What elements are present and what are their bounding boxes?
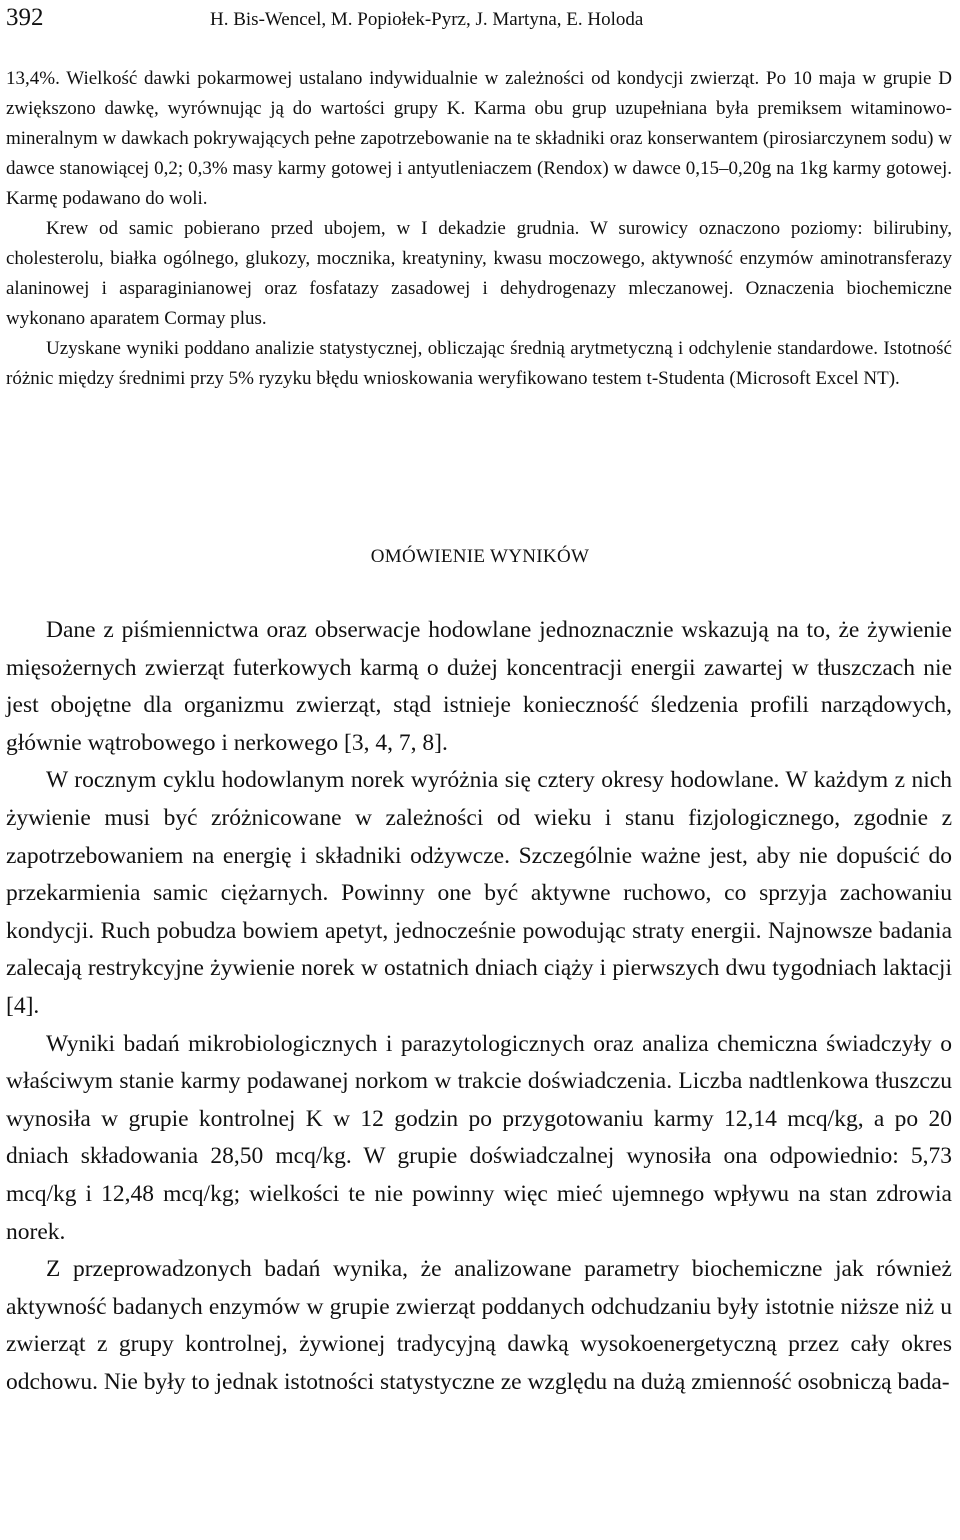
- page-number: 392: [6, 4, 44, 31]
- methods-section: [6, 64, 952, 394]
- section-title: OMÓWIENIE WYNIKÓW: [370, 546, 590, 567]
- methods-paragraph: 13,4%. Wielkość dawki pokarmowej ustalano indywidualnie w zależności od kondycji zwierząt. Po 10 maja w grupie D zwiększono dawkę, wyrównując ją do wartości grupy K. Karma obu grup uzupełniana była premiksem witaminowo-mineralnym w dawkach pokrywających pełne zapotrzebowanie na te składniki oraz konserwantem (pirosiarczynem sodu) w dawce stanowiącej 0,2; 0,3% masy karmy gotowej i antyutleniaczem (Rendox) w dawce 0,15–0,20g na 1kg karmy gotowej. Karmę podawano do woli.: [6, 68, 952, 209]
- discussion-paragraph: Dane z piśmiennictwa oraz obserwacje hodowlane jednoznacznie wskazują na to, że żywienie mięsożernych zwierząt futerkowych karmą o dużej koncentracji energii zawartej w tłuszczach nie jest obojętne dla organizmu zwierząt, stąd istnieje konieczność śledzenia profili narządowych, głównie wątrobowego i nerkowego [3, 4, 7, 8].: [6, 617, 952, 756]
- discussion-paragraph: W rocznym cyklu hodowlanym norek wyróżnia się cztery okresy hodowlane. W każdym z nich żywienie musi być zróżnicowane w zależności od wieku i stanu fizjologicznego, zgodnie z zapotrzebowaniem na energię i składniki odżywcze. Szczególnie ważne jest, aby nie dopuścić do przekarmienia samic ciężarnych. Powinny one być aktywne ruchowo, co sprzyja zachowaniu kondycji. Ruch pobudza bowiem apetyt, jednocześnie powodując straty energii. Najnowsze badania zalecają restrykcyjne żywienie norek w ostatnich dniach ciąży i pierwszych dwu tygodniach laktacji [4].: [6, 767, 952, 1019]
- running-head-authors: H. Bis-Wencel, M. Popiołek-Pyrz, J. Martyna, E. Holoda: [210, 9, 644, 30]
- discussion-paragraph: Wyniki badań mikrobiologicznych i parazytologicznych oraz analiza chemiczna świadczyły o właściwym stanie karmy podawanej norkom w trakcie doświadczenia. Liczba nadtlenkowa tłuszczu wynosiła w grupie kontrolnej K w 12 godzin po przygotowaniu karmy 12,14 mcq/kg, a po 20 dniach składowania 28,50 mcq/kg. W grupie doświadczalnej wynosiła ona odpowiednio: 5,73 mcq/kg i 12,48 mcq/kg; wielkości te nie powinny więc mieć ujemnego wpływu na stan zdrowia norek.: [6, 1030, 952, 1245]
- methods-paragraph: Krew od samic pobierano przed ubojem, w I dekadzie grudnia. W surowicy oznaczono poziomy: bilirubiny, cholesterolu, białka ogólnego, glukozy, mocznika, kreatyniny, kwasu moczowego, aktywność enzymów aminotransferazy alaninowej i asparaginianowej oraz fosfatazy zasadowej i dehydrogenazy mleczanowej. Oznaczenia biochemiczne wykonano aparatem Cormay plus.: [6, 218, 952, 329]
- discussion-section: [6, 612, 952, 1401]
- page-header: [6, 4, 954, 34]
- methods-paragraph: Uzyskane wyniki poddano analizie statystycznej, obliczając średnią arytmetyczną i odchylenie standardowe. Istotność różnic między średnimi przy 5% ryzyku błędu wnioskowania weryfikowano testem t-Studenta (Microsoft Excel NT).: [6, 338, 952, 389]
- discussion-paragraph: Z przeprowadzonych badań wynika, że analizowane parametry biochemiczne jak również aktywność badanych enzymów w grupie zwierząt poddanych odchudzaniu były istotnie niższe niż u zwierząt z grupy kontrolnej, żywionej tradycyjną dawką wysokoenergetyczną przez cały okres odchowu. Nie były to jednak istotności statystyczne ze względu na dużą zmienność osobniczą bada-: [6, 1256, 952, 1395]
